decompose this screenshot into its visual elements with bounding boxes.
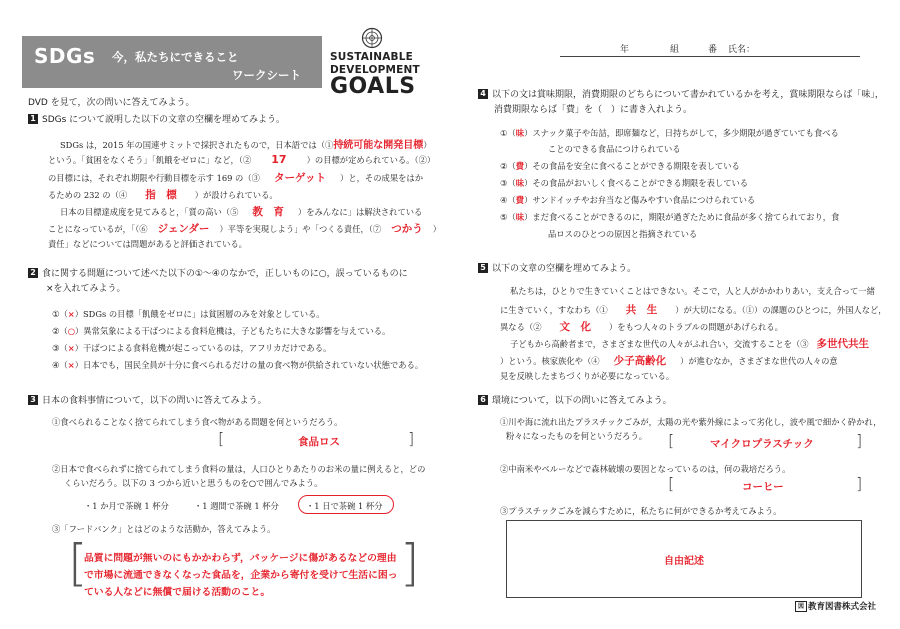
q4-item-3 (500, 177, 748, 189)
q6-sub3: ③プラスチックごみを減らすために，私たちに何ができるか考えてみよう。 (500, 506, 782, 516)
q2-item-3-text: ）干ばつによる食料危機が起こっているのは，アフリカだけである。 (74, 343, 332, 353)
q3-question-text: 日本の食料事情について，以下の問いに答えてみよう。 (42, 396, 267, 406)
q1-answer-3: ターゲット (273, 172, 327, 184)
q3-answer3-open-bracket: [ (68, 534, 88, 592)
q3-sub3: ③「フードバンク」とはどのような活動か，答えてみよう。 (52, 524, 276, 534)
q4-item-3-prefix: ③（ (500, 178, 516, 188)
q2-item-2 (52, 325, 390, 337)
q1-answer-5: 教 育 (252, 206, 284, 218)
q3-answer1-open-bracket: [ (218, 429, 225, 448)
q4-item-4 (500, 194, 755, 206)
banner-subtitle-worksheet: ワークシート (232, 68, 301, 82)
q4-item-2-text: ）その食品を安全に食べることができる期限を表している (524, 161, 740, 171)
q4-item-4-text: ）サンドイッチやお弁当など傷みやすい食品につけられている (524, 195, 756, 205)
q1-number: 1 (28, 114, 38, 124)
q5-line4 (510, 336, 869, 351)
q3-answer-3-line3: ている人などに無償で届ける活動のこと。 (84, 587, 271, 598)
q2-question-line1: 食に関する問題について述べた以下の①〜④のなかで，正しいものに○，誤っているものに (42, 269, 408, 279)
q6-answer-3: 自由記述 (664, 556, 704, 567)
q4-item-2-mark: 費 (515, 161, 525, 171)
q4-item-5-continued: 品ロスのひとつの原因と指摘されている (548, 229, 698, 239)
q5-line3-end: ）をもつ人々のトラブルの問題があげられる。 (609, 322, 783, 332)
q1-line7: 責任」などについては問題があると評価されている。 (48, 239, 247, 249)
q1-line2 (48, 153, 435, 166)
q2-item-2-text: ）異常気象による干ばつによる食料危機は，子どもたちに大きな影響を与えている。 (75, 326, 391, 336)
q4-question (478, 87, 884, 100)
q3-answer1-close-bracket: ] (408, 429, 415, 448)
q1-line1 (60, 136, 432, 151)
q5-line3 (500, 319, 783, 334)
q3-answer3-close-bracket: ] (400, 534, 420, 592)
q2-item-4-prefix: ④（ (52, 360, 68, 370)
q3-choice-2: ・1 週間で茶碗 1 杯分 (194, 501, 279, 511)
q1-line5 (60, 204, 422, 219)
q1-line6-text: ことになっているが，「（⑥ (48, 224, 148, 234)
q4-question-line2: 消費期限ならば「費」を（ ）に書き入れよう。 (494, 105, 693, 115)
q5-question-text: 以下の文章の空欄を埋めてみよう。 (492, 264, 637, 274)
q2-question (28, 266, 408, 279)
q2-item-4 (52, 359, 423, 371)
q4-item-5-mark: 味 (515, 212, 525, 222)
q1-line3-text: の目標には，それぞれ期限や行動目標を示す 169 の（③ (48, 173, 260, 183)
student-name-row (560, 42, 860, 57)
q1-line4 (48, 187, 278, 202)
q1-line5-text: 日本の目標達成度を見てみると，「質の高い（⑤ (60, 207, 239, 217)
q5-line2-end: ）が大切になる。（①）の課題のひとつに，外国人など， (675, 305, 887, 315)
q1-line5-end: ）をみんなに」は解決されている (297, 207, 423, 217)
q1-line6-middle: ）平等を実現しよう」や「つくる責任，（⑦ (219, 224, 382, 234)
q6-answer2-close-bracket: ] (856, 474, 863, 493)
q6-question (478, 393, 672, 406)
q2-item-4-mark: × (67, 360, 75, 370)
q3-number: 3 (28, 395, 38, 405)
q5-line5 (500, 353, 838, 368)
q3-sub2-line1: ②日本で食べられずに捨てられてしまう食料の量は，人口ひとりあたりのお米の量に例えると，どの (52, 464, 426, 474)
q2-question-line2: ×を入れてみよう。 (46, 284, 126, 294)
q4-item-1-prefix: ①（ (500, 128, 516, 138)
q1-line3 (48, 170, 423, 185)
q5-number: 5 (478, 263, 488, 273)
q2-item-3-mark: × (67, 343, 75, 353)
q3-answer-1: 食品ロス (298, 436, 340, 448)
q1-line2-end: ）の目標が定められている。（②） (306, 155, 436, 165)
q5-line5-end: ）が進むなか，さまざまな世代の人々の意 (680, 356, 838, 366)
q4-item-1-continued: ことのできる食品につけられている (548, 144, 681, 154)
q5-question (478, 261, 636, 274)
q5-line3-text: 異なる（② (500, 322, 542, 332)
number-label: 番 (708, 45, 718, 55)
q2-number: 2 (28, 268, 38, 278)
year-label: 年 (620, 45, 630, 55)
q4-item-2-prefix: ②（ (500, 161, 516, 171)
class-label: 組 (670, 45, 680, 55)
q3-answer-3-line2: で市場に流通できなくなった食品を，企業から寄付を受けて生活に困っ (84, 570, 398, 581)
q2-item-1-prefix: ①（ (52, 309, 68, 319)
name-label: 氏名： (728, 45, 756, 55)
q3-question (28, 393, 267, 406)
q2-item-2-mark: ○ (67, 326, 75, 336)
q4-item-3-text: ）その食品がおいしく食べることができる期限を表している (524, 178, 749, 188)
q2-item-4-text: ）日本でも，国民全員が十分に食べられるだけの量の食べ物が供給されていない状態である。 (74, 360, 424, 370)
banner-subtitle: 今，私たちにできること (112, 50, 239, 64)
q2-item-3-prefix: ③（ (52, 343, 68, 353)
publisher-logo-icon: 図 (795, 601, 807, 612)
q1-answer-6: ジェンダー (157, 223, 210, 235)
q6-answer-1: マイクロプラスチック (710, 438, 814, 450)
q3-choice-3: ・1 日で茶碗 1 杯分 (306, 501, 383, 511)
q6-answer1-open-bracket: [ (668, 431, 675, 450)
q6-sub1-line1: ①川や海に流れ出たプラスチックごみが，太陽の光や紫外線によって劣化し，波や風で細かく砕かれ， (500, 417, 882, 427)
q1-line2-text: という。「貧困をなくそう」「飢餓をゼロに」など，（② (48, 155, 252, 165)
q2-item-1-text: ）SDGs の目標「飢餓をゼロに」は貧困層のみを対象としている。 (74, 309, 325, 319)
q4-question-line1: 以下の文は賞味期限，消費期限のどちらについて書かれているかを考え，賞味期限ならば「味」， (492, 90, 884, 100)
q2-item-3 (52, 342, 331, 354)
q1-line6 (48, 221, 441, 236)
q3-choice-1: ・1 か月で茶碗 1 杯分 (84, 501, 169, 511)
q5-answer-4: 少子高齢化 (613, 355, 667, 367)
q5-line2-text: に生きていく，すなわち（① (500, 305, 608, 315)
q6-number: 6 (478, 395, 488, 405)
q6-answer-2: コーヒー (742, 481, 784, 493)
q6-answer2-open-bracket: [ (668, 474, 675, 493)
q4-item-4-prefix: ④（ (500, 195, 516, 205)
q5-answer-2: 文 化 (559, 321, 591, 333)
q3-sub1: ①食べられることなく捨てられてしまう食べ物がある問題を何というだろう。 (52, 417, 343, 427)
q3-answer-3-line1: 品質に問題が無いのにもかかわらず，パッケージに傷があるなどの理由 (84, 553, 397, 564)
q2-item-1-mark: × (67, 309, 75, 319)
un-emblem-icon (361, 27, 383, 49)
q1-line1-text: SDGs は，2015 年の国連サミットで採択されたもので，日本語では（① (60, 140, 334, 150)
q5-line1: 私たちは，ひとりで生きていくことはできない。そこで，人と人がかかわりあい，支え合って一緒 (510, 286, 875, 296)
q1-line6-end: ） (432, 224, 442, 234)
q1-question (28, 112, 285, 125)
q6-answer1-close-bracket: ] (856, 431, 863, 450)
intro-text: DVD を見て，次の問いに答えてみよう。 (28, 98, 195, 108)
q4-item-1-mark: 味 (515, 128, 525, 138)
q3-sub2-line2: くらいだろう。以下の 3 つから近いと思うものを○で囲んでみよう。 (64, 478, 323, 488)
q1-line1-end: ） (423, 140, 432, 150)
q1-line3-end: ）と，その成果をはか (340, 173, 424, 183)
q4-item-1-text: ）スナック菓子や缶詰，即席麺など，日持ちがして，多少期限が過ぎていても食べる (524, 128, 839, 138)
q1-answer-2: 17 (271, 153, 287, 166)
logo-line-sustainable: SUSTAINABLE (330, 51, 414, 63)
q4-item-5 (500, 211, 839, 223)
q1-answer-4: 指 標 (145, 189, 177, 201)
q2-item-1 (52, 308, 325, 320)
q6-sub2: ②中南米やベルーなどで森林破壊の要因となっているのは，何の栽培だろう。 (500, 464, 791, 474)
q4-item-3-mark: 味 (515, 178, 525, 188)
q1-line4-text: るための 232 の（④ (48, 190, 128, 200)
q4-item-4-mark: 費 (515, 195, 525, 205)
q4-item-5-text: ）まだ食べることができるのに，期限が過ぎたために食品が多く捨てられており，食 (524, 212, 840, 222)
q5-answer-3: 多世代共生 (816, 338, 870, 350)
q1-answer-1: 持続可能な開発目標 (333, 140, 424, 151)
q4-item-5-prefix: ⑤（ (500, 212, 516, 222)
publisher-name: 教育図書株式会社 (808, 602, 877, 612)
q4-number: 4 (478, 89, 488, 99)
q1-line4-end: ）が設けられている。 (194, 190, 278, 200)
q6-question-text: 環境について，以下の問いに答えてみよう。 (492, 396, 672, 406)
q5-line6: 見を反映したまちづくりが必要になっている。 (500, 371, 675, 381)
q2-item-2-prefix: ②（ (52, 326, 68, 336)
q5-line4-text: 子どもから高齢者まで，さまざまな世代の人々がふれ合い，交流することを（③ (510, 339, 809, 349)
q6-sub1-line2: 粉々になったものを何というだろう。 (506, 431, 648, 441)
q5-answer-1: 共 生 (625, 304, 658, 316)
q4-item-1 (500, 127, 839, 139)
q1-question-text: SDGs について説明した以下の文章の空欄を埋めてみよう。 (42, 115, 285, 125)
q1-answer-7: つかう (391, 223, 423, 235)
banner-title: SDGs (34, 44, 96, 68)
logo-line-goals: GOALS (330, 74, 416, 99)
logo-line-development: DEVELOPMENT (330, 64, 420, 76)
q4-item-2 (500, 160, 740, 172)
q5-line2 (500, 302, 887, 317)
q5-line5-text: ）という。核家族化や（④ (500, 356, 600, 366)
